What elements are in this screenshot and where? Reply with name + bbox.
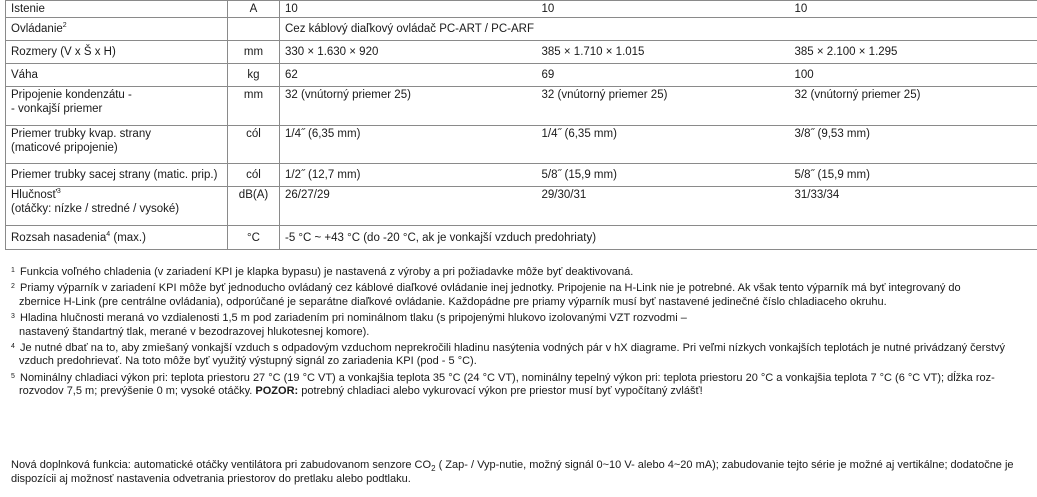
footnote-5 (11, 372, 1035, 399)
cell-col2: 29/30/31 (537, 187, 790, 226)
row-label: Ovládanie$^2$ (6, 18, 228, 41)
row-unit (228, 18, 280, 41)
cell-span: Cez káblový diaľkový ovládač PC-ART / PC-ARF (280, 18, 1037, 41)
cell-col2: 10 (537, 1, 790, 18)
warning-label: POZOR: (255, 385, 299, 398)
table-row (6, 226, 1037, 250)
footnote-4 (11, 342, 1035, 369)
footnotes (11, 266, 1035, 402)
table-row (6, 164, 1037, 187)
row-unit: mm (228, 41, 280, 64)
footnote-ref: 4 (106, 230, 111, 238)
row-label: Pripojenie kondenzátu - - vonkajší priemer (6, 87, 228, 126)
table-row (6, 87, 1037, 126)
footnote-number: 3 (11, 313, 15, 321)
cell-col1: 10 (280, 1, 537, 18)
cell-col3: 32 (vnútorný priemer 25) (790, 87, 1037, 126)
cell-col2: 385 × 1.710 × 1.015 (537, 41, 790, 64)
row-unit: A (228, 1, 280, 18)
row-label: Priemer trubky sacej strany (matic. prip.) (6, 164, 228, 187)
cell-col1: 62 (280, 64, 537, 87)
cell-col3: 385 × 2.100 × 1.295 (790, 41, 1037, 64)
cell-col1: 330 × 1.630 × 920 (280, 41, 537, 64)
table-row (6, 18, 1037, 41)
footnote-3 (11, 312, 1035, 339)
footnote-text: nastavený štandartný tlak, merané v bezodrazovej hlukotesnej komore). (19, 325, 370, 338)
cell-col3: 10 (790, 1, 1037, 18)
footnote-ref: 2 (62, 22, 67, 30)
footnote-number: 4 (11, 343, 15, 351)
cell-col1: 1/4˝ (6,35 mm) (280, 126, 537, 164)
footnote-text: Funkcia voľného chladenia (v zariadení KPI je klapka bypasu) je nastavená z výroby a pri požiadavke môže byť deaktivovaná. (20, 266, 634, 278)
row-unit: cól (228, 164, 280, 187)
row-label: Istenie (6, 1, 228, 18)
row-unit: kg (228, 64, 280, 87)
footnote-2 (11, 282, 1035, 309)
table-row (6, 41, 1037, 64)
table-row (6, 187, 1037, 226)
cell-col2: 1/4˝ (6,35 mm) (537, 126, 790, 164)
cell-col3: 100 (790, 64, 1037, 87)
footnote-text: rozvodov 7,5 m; prevýšenie 0 m; vysoké otáčky. POZOR: potrebný chladiaci alebo vykurovací výkon pre priestor musí byť vypočítaný zvlášť! (19, 385, 703, 398)
footnote-text: Nominálny chladiaci výkon pri: teplota priestoru 27 °C (19 °C VT) a vonkajšia teplota 35 °C (24 °C VT), nominálny tepelný výkon pri: teplota priestoru 20 °C a vonkajšia teplota 7 °C (6 °C VT); dĺžka roz- (20, 371, 995, 384)
table-row (6, 64, 1037, 87)
row-unit: mm (228, 87, 280, 126)
spec-table (5, 0, 1037, 250)
row-label: Hlučnosť$^3$ (otáčky: nízke / stredné / vysoké) (6, 187, 228, 226)
footnote-text: Je nutné dbať na to, aby zmiešaný vonkajší vzduch s odpadovým vzduchom neprekročili hladinu nasýtenia vodných pár v hX diagrame. Pri veľmi nízkych vonkajších teplotách je nutné privádzaný čerstvý (20, 342, 1006, 355)
footnote-number: 2 (11, 283, 15, 291)
cell-col2: 32 (vnútorný priemer 25) (537, 87, 790, 126)
row-unit: °C (228, 226, 280, 250)
footnote-text: vzduch predohrievať. Na toto môže byť využitý výstupný signál zo zariadenia KPI (pod - 5 °C). (19, 355, 477, 368)
row-unit: dB(A) (228, 187, 280, 226)
cell-col3: 5/8˝ (15,9 mm) (790, 164, 1037, 187)
footnote-number: 1 (11, 267, 15, 274)
footnote-1 (11, 266, 1035, 279)
footnote-ref: 3 (56, 188, 61, 196)
cell-col2: 5/8˝ (15,9 mm) (537, 164, 790, 187)
cell-col2: 69 (537, 64, 790, 87)
cell-col3: 31/33/34 (790, 187, 1037, 226)
footnote-text: Priamy výparník v zariadení KPI môže byť jednoducho ovládaný cez káblové diaľkové ovládanie inej jednotky. Pripojenie na H-Link nie je potrebné. Ak však tento výparník má byť integrovaný do (20, 282, 961, 295)
cell-span: -5 °C ~ +43 °C (do -20 °C, ak je vonkajší vzduch predohriaty) (280, 226, 1037, 250)
footnote-text: zbernice H-Link (pre centrálne ovládania), odporúčané je separátne diaľkové ovládanie. Každopádne pre priamy výparník musí byť nastavené jedinečné číslo chladiaceho okruhu. (19, 295, 887, 308)
cell-col1: 32 (vnútorný priemer 25) (280, 87, 537, 126)
additional-feature-note: Nová doplnková funkcia: automatické otáčky ventilátora pri zabudovanom senzore $CO_2$ ( Zap- / Vyp-nutie, možný signál 0~10 V- alebo 4~20 mA); zabudovanie tejto série je možné aj vertikálne; dodatočne je dispozícii aj možnosť nastavenia odvetrania priestorov do pretlaku alebo podtlaku. (11, 459, 1014, 485)
row-unit: cól (228, 126, 280, 164)
row-label: Priemer trubky kvap. strany (maticové pripojenie) (6, 126, 228, 164)
table-row (6, 126, 1037, 164)
footnote-text: Hladina hlučnosti meraná vo vzdialenosti 1,5 m pod zariadením pri nominálnom tlaku (s pripojenými hlukovo izolovanými VZT rozvodmi – (20, 312, 687, 325)
cell-col1: 1/2˝ (12,7 mm) (280, 164, 537, 187)
cell-col3: 3/8˝ (9,53 mm) (790, 126, 1037, 164)
cell-col1: 26/27/29 (280, 187, 537, 226)
row-label: Rozsah nasadenia$^4$ (max.) (6, 226, 228, 250)
table-row (6, 1, 1037, 18)
footnote-number: 5 (11, 372, 15, 380)
row-label: Váha (6, 64, 228, 87)
row-label: Rozmery (V x Š x H) (6, 41, 228, 64)
